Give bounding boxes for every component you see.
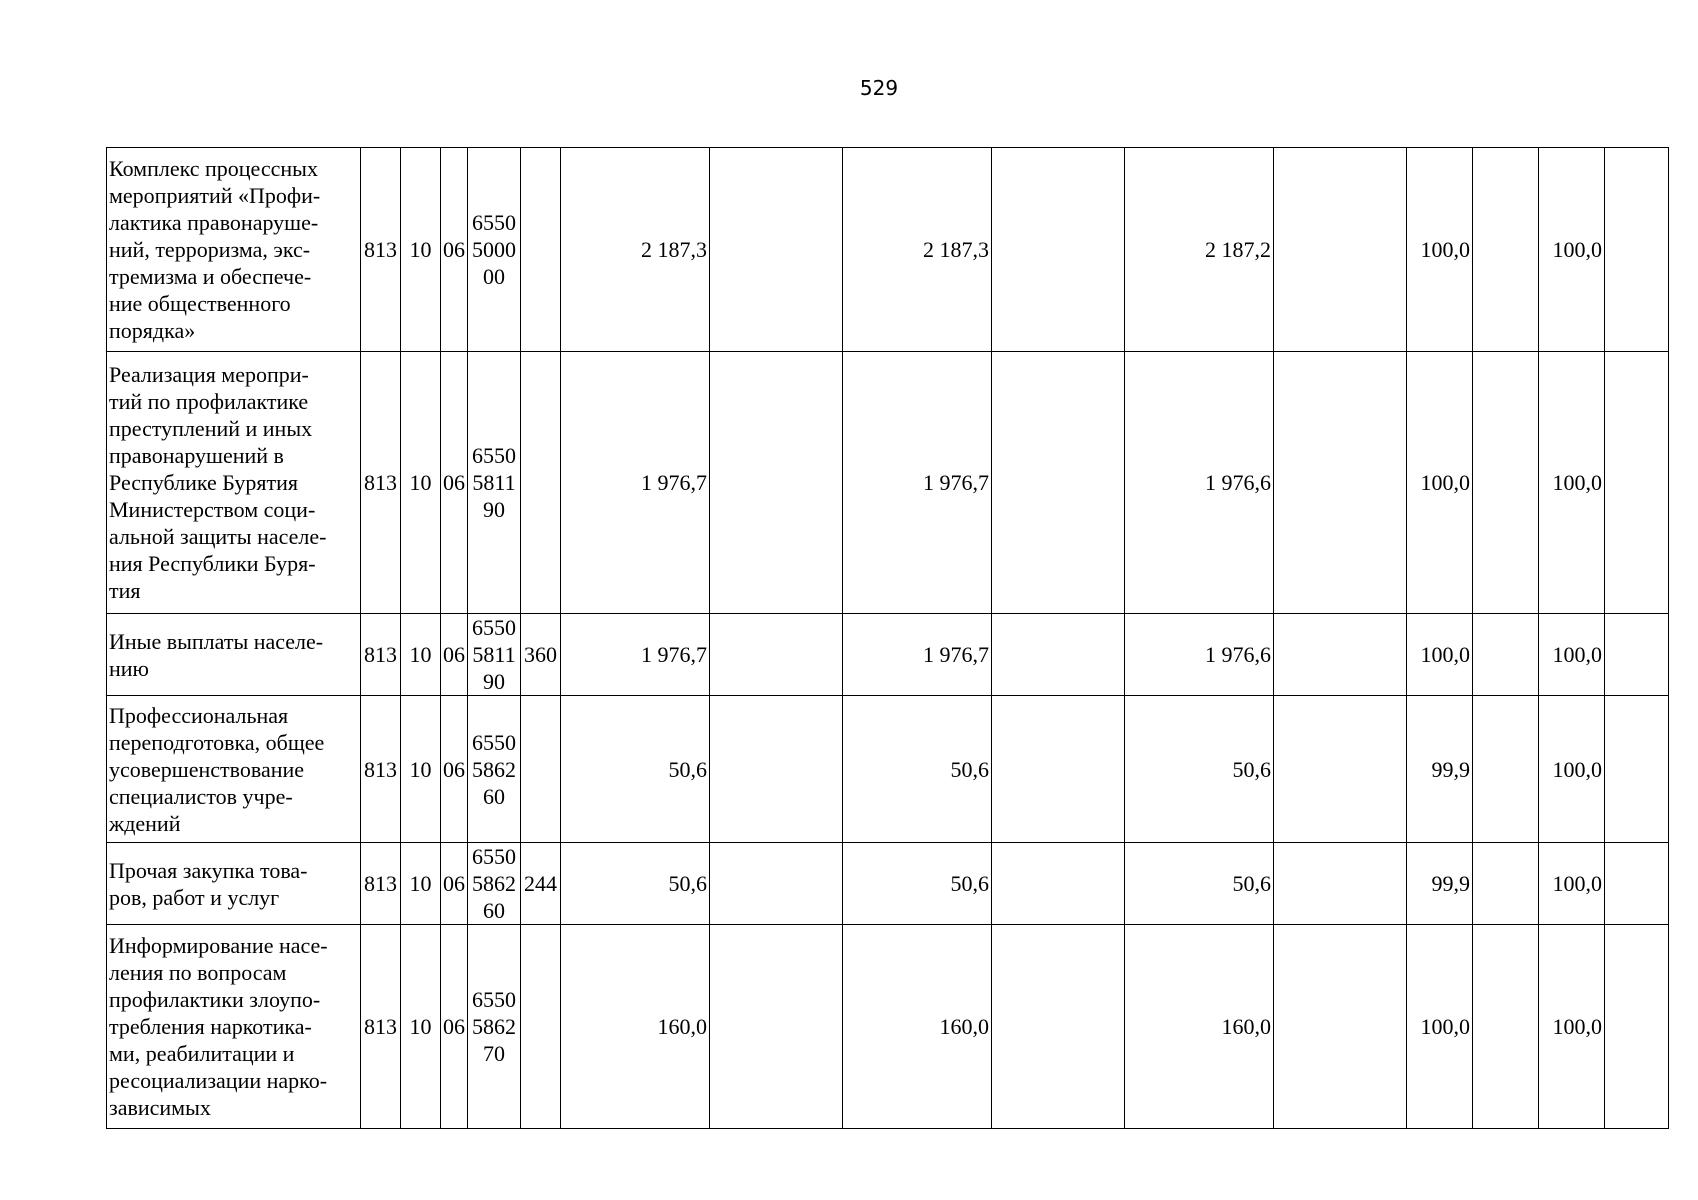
executed-amount-cell: 2 187,2 — [1125, 148, 1274, 352]
expense-type-code-cell — [521, 148, 561, 352]
empty-cell — [1605, 843, 1669, 925]
table-row — [107, 925, 1669, 1129]
target-article-code-cell — [468, 843, 521, 925]
table-row — [107, 148, 1669, 352]
percent-execution-list-cell: 100,0 — [1539, 614, 1605, 696]
grbs-code-cell: 813 — [361, 352, 401, 614]
row-name-line: усовершенствование — [109, 756, 305, 782]
executed-amount-cell: 50,6 — [1125, 696, 1274, 843]
target-article-code-line: 5862 — [472, 871, 516, 896]
row-name-line: ми, реабилитации и — [109, 1041, 295, 1066]
row-name-line: ров, работ и услуг — [109, 884, 280, 910]
target-article-code-line: 6550 — [472, 844, 516, 869]
budget-table — [106, 147, 1669, 1129]
percent-execution-cell: 100,0 — [1407, 352, 1473, 614]
empty-cell — [1605, 352, 1669, 614]
page-number: 529 — [859, 76, 899, 100]
row-name-line: ние общественного — [109, 291, 291, 316]
empty-cell — [710, 148, 843, 352]
row-name-line: Республике Бурятия — [109, 470, 299, 495]
row-name-line: тия — [109, 578, 141, 603]
budget-list-amount-cell: 50,6 — [843, 696, 992, 843]
row-name-line: Комплекс процессных — [109, 156, 318, 181]
expense-type-code-cell — [521, 696, 561, 843]
row-name-line: Иные выплаты населе- — [109, 628, 324, 654]
table-row — [107, 614, 1669, 696]
section-code-cell: 10 — [401, 352, 441, 614]
executed-amount-cell: 50,6 — [1125, 843, 1274, 925]
empty-cell — [1274, 925, 1407, 1129]
section-code-cell: 10 — [401, 925, 441, 1129]
target-article-code-line: 60 — [483, 898, 505, 923]
budget-list-amount-cell: 1 976,7 — [843, 614, 992, 696]
target-article-code-line: 60 — [483, 783, 505, 809]
expense-type-code-cell — [521, 352, 561, 614]
row-name-line: Прочая закупка това- — [109, 857, 308, 883]
subsection-code-cell: 06 — [441, 352, 468, 614]
target-article-code-line: 6550 — [472, 210, 516, 235]
empty-cell — [992, 696, 1125, 843]
percent-execution-list-cell: 100,0 — [1539, 843, 1605, 925]
table-row — [107, 352, 1669, 614]
expense-type-code-cell: 244 — [521, 843, 561, 925]
section-code-cell: 10 — [401, 843, 441, 925]
empty-cell — [992, 925, 1125, 1129]
row-name-line: специалистов учре- — [109, 783, 293, 809]
row-name-line: ресоциализации нарко- — [109, 1068, 328, 1093]
target-article-code-cell — [468, 148, 521, 352]
row-name-line: Информирование насе- — [109, 933, 328, 958]
target-article-code-line: 5862 — [472, 756, 516, 782]
target-article-code-line: 00 — [483, 264, 505, 289]
percent-execution-cell: 99,9 — [1407, 696, 1473, 843]
table-row — [107, 843, 1669, 925]
row-name-line: тремизма и обеспече- — [109, 264, 312, 289]
section-code-cell: 10 — [401, 614, 441, 696]
executed-amount-cell: 160,0 — [1125, 925, 1274, 1129]
executed-amount-cell: 1 976,6 — [1125, 352, 1274, 614]
target-article-code-line: 6550 — [472, 615, 516, 640]
approved-amount-cell: 1 976,7 — [561, 352, 710, 614]
target-article-code-line: 5811 — [472, 470, 516, 495]
empty-cell — [992, 352, 1125, 614]
empty-cell — [710, 352, 843, 614]
row-name-line: требления наркотика- — [109, 1014, 312, 1039]
grbs-code-cell: 813 — [361, 148, 401, 352]
approved-amount-cell: 160,0 — [561, 925, 710, 1129]
row-name-line: порядка» — [109, 318, 196, 343]
empty-cell — [710, 614, 843, 696]
empty-cell — [1605, 614, 1669, 696]
budget-list-amount-cell: 50,6 — [843, 843, 992, 925]
table-body — [107, 148, 1669, 1129]
row-name-line: зависимых — [109, 1095, 211, 1120]
table-row — [107, 696, 1669, 843]
empty-cell — [710, 925, 843, 1129]
row-name-line: Профессиональная — [109, 702, 289, 728]
row-name-line: Реализация меропри- — [109, 362, 309, 387]
row-name-line: Министерством соци- — [109, 497, 316, 522]
percent-execution-cell: 99,9 — [1407, 843, 1473, 925]
row-name-line: мероприятий «Профи- — [109, 183, 321, 208]
percent-execution-list-cell: 100,0 — [1539, 148, 1605, 352]
budget-list-amount-cell: 160,0 — [843, 925, 992, 1129]
target-article-code-line: 5862 — [472, 1014, 516, 1039]
empty-cell — [992, 148, 1125, 352]
target-article-code-line: 70 — [483, 1041, 505, 1066]
target-article-code-line: 5000 — [472, 237, 516, 262]
subsection-code-cell: 06 — [441, 148, 468, 352]
empty-cell — [1274, 696, 1407, 843]
percent-execution-list-cell: 100,0 — [1539, 925, 1605, 1129]
budget-list-amount-cell: 2 187,3 — [843, 148, 992, 352]
target-article-code-cell — [468, 614, 521, 696]
row-name-line: ждений — [109, 810, 181, 836]
empty-cell — [1274, 148, 1407, 352]
target-article-code-line: 90 — [483, 669, 505, 694]
empty-cell — [1274, 843, 1407, 925]
empty-cell — [710, 696, 843, 843]
section-code-cell: 10 — [401, 148, 441, 352]
percent-execution-list-cell: 100,0 — [1539, 352, 1605, 614]
section-code-cell: 10 — [401, 696, 441, 843]
empty-cell — [1274, 352, 1407, 614]
approved-amount-cell: 50,6 — [561, 696, 710, 843]
grbs-code-cell: 813 — [361, 925, 401, 1129]
target-article-code-line: 90 — [483, 497, 505, 522]
target-article-code-cell — [468, 352, 521, 614]
row-name-line: ния Республики Буря- — [109, 551, 316, 576]
row-name-line: ления по вопросам — [109, 960, 287, 985]
row-name-line: ний, терроризма, экс- — [109, 237, 311, 262]
target-article-code-line: 6550 — [472, 729, 516, 755]
empty-cell — [1605, 696, 1669, 843]
percent-execution-cell: 100,0 — [1407, 148, 1473, 352]
row-name-line: лактика правонаруше- — [109, 210, 319, 235]
subsection-code-cell: 06 — [441, 925, 468, 1129]
target-article-code-cell — [468, 696, 521, 843]
row-name-line: переподготовка, общее — [109, 729, 325, 755]
empty-cell — [1473, 614, 1539, 696]
empty-cell — [1274, 614, 1407, 696]
approved-amount-cell: 1 976,7 — [561, 614, 710, 696]
row-name-line: преступлений и иных — [109, 416, 313, 441]
grbs-code-cell: 813 — [361, 843, 401, 925]
empty-cell — [1473, 843, 1539, 925]
row-name-line: альной защиты населе- — [109, 524, 327, 549]
row-name-cell — [107, 843, 361, 925]
approved-amount-cell: 50,6 — [561, 843, 710, 925]
empty-cell — [1473, 925, 1539, 1129]
row-name-line: профилактики злоупо- — [109, 987, 321, 1012]
row-name-cell — [107, 352, 361, 614]
row-name-cell — [107, 614, 361, 696]
row-name-line: тий по профилактике — [109, 389, 309, 414]
percent-execution-list-cell: 100,0 — [1539, 696, 1605, 843]
empty-cell — [992, 843, 1125, 925]
target-article-code-line: 5811 — [472, 642, 516, 667]
empty-cell — [1473, 696, 1539, 843]
grbs-code-cell: 813 — [361, 696, 401, 843]
percent-execution-cell: 100,0 — [1407, 925, 1473, 1129]
empty-cell — [710, 843, 843, 925]
row-name-line: нию — [109, 655, 149, 681]
empty-cell — [1473, 352, 1539, 614]
row-name-cell — [107, 148, 361, 352]
grbs-code-cell: 813 — [361, 614, 401, 696]
approved-amount-cell: 2 187,3 — [561, 148, 710, 352]
row-name-cell — [107, 696, 361, 843]
subsection-code-cell: 06 — [441, 614, 468, 696]
target-article-code-line: 6550 — [472, 987, 516, 1012]
executed-amount-cell: 1 976,6 — [1125, 614, 1274, 696]
expense-type-code-cell: 360 — [521, 614, 561, 696]
empty-cell — [1605, 148, 1669, 352]
empty-cell — [1605, 925, 1669, 1129]
budget-list-amount-cell: 1 976,7 — [843, 352, 992, 614]
subsection-code-cell: 06 — [441, 696, 468, 843]
percent-execution-cell: 100,0 — [1407, 614, 1473, 696]
row-name-cell — [107, 925, 361, 1129]
target-article-code-cell — [468, 925, 521, 1129]
empty-cell — [992, 614, 1125, 696]
row-name-line: правонарушений в — [109, 443, 284, 468]
subsection-code-cell: 06 — [441, 843, 468, 925]
target-article-code-line: 6550 — [472, 443, 516, 468]
expense-type-code-cell — [521, 925, 561, 1129]
empty-cell — [1473, 148, 1539, 352]
